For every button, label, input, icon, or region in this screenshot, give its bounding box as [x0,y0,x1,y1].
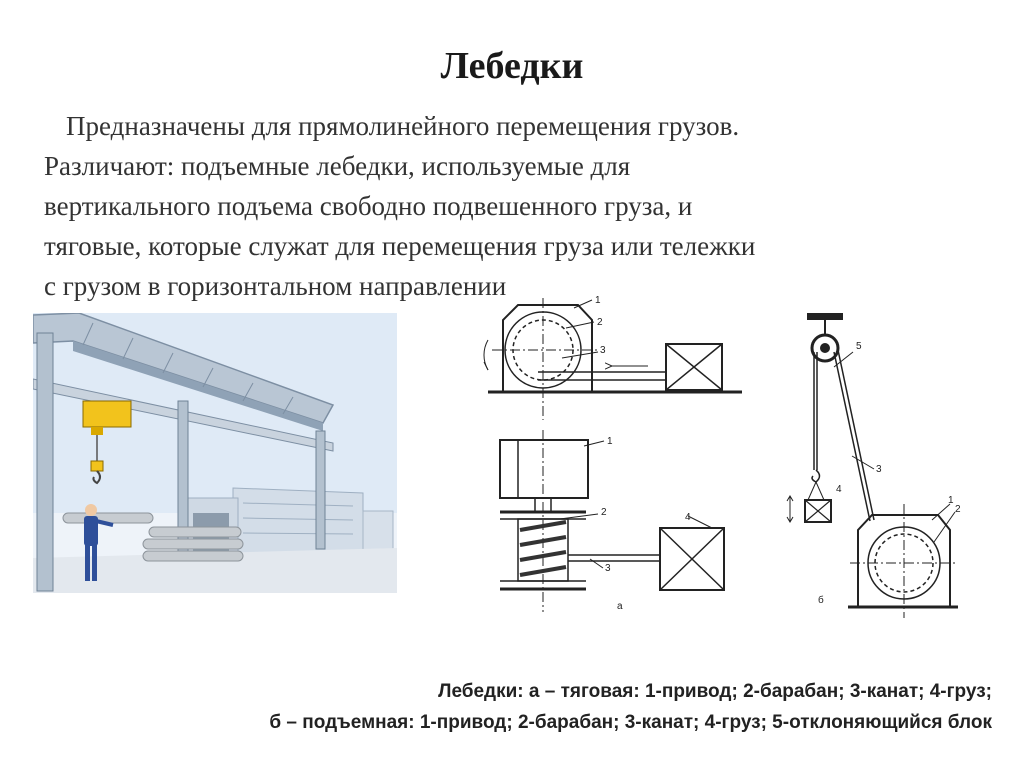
label-top-2: 2 [597,317,603,328]
label-variant-a: а [617,601,623,612]
label-right-4: 4 [836,484,842,495]
label-top-1: 1 [595,295,601,306]
caption-line: Лебедки: а – тяговая: 1-привод; 2-барабан; 3-канат; 4-груз; [438,681,992,702]
paragraph-line: тяговые, которые служат для перемещения груза или тележки [44,231,756,261]
label-mid-4: 4 [685,512,691,523]
caption-line: б – подъемная: 1-привод; 2-барабан; 3-канат; 4-груз; 5-отклоняющийся блок [269,712,992,733]
paragraph-line: вертикального подъема свободно подвешенного груза, и [44,191,693,221]
slide-title: Лебедки [440,45,584,87]
hoisting-winch [787,314,958,618]
paragraph-line: Предназначены для прямолинейного перемещения грузов. [66,111,740,141]
label-right-3: 3 [876,464,882,475]
label-right-1: 1 [948,495,954,506]
paragraph-line: Различают: подъемные лебедки, используемые для [44,151,631,181]
label-mid-1: 1 [607,436,613,447]
traction-winch-top-view [500,430,724,612]
traction-winch-side-view [484,298,742,420]
label-variant-b: б [818,595,824,606]
label-mid-2: 2 [601,507,607,518]
paragraph-line: с грузом в горизонтальном направлении [44,271,507,301]
crane-hall-illustration [33,313,397,593]
label-top-3: 3 [600,345,606,356]
figure-caption [269,676,992,738]
label-right-5: 5 [856,341,862,352]
description-paragraph [44,106,984,306]
label-right-2: 2 [955,504,961,515]
label-mid-3: 3 [605,563,611,574]
